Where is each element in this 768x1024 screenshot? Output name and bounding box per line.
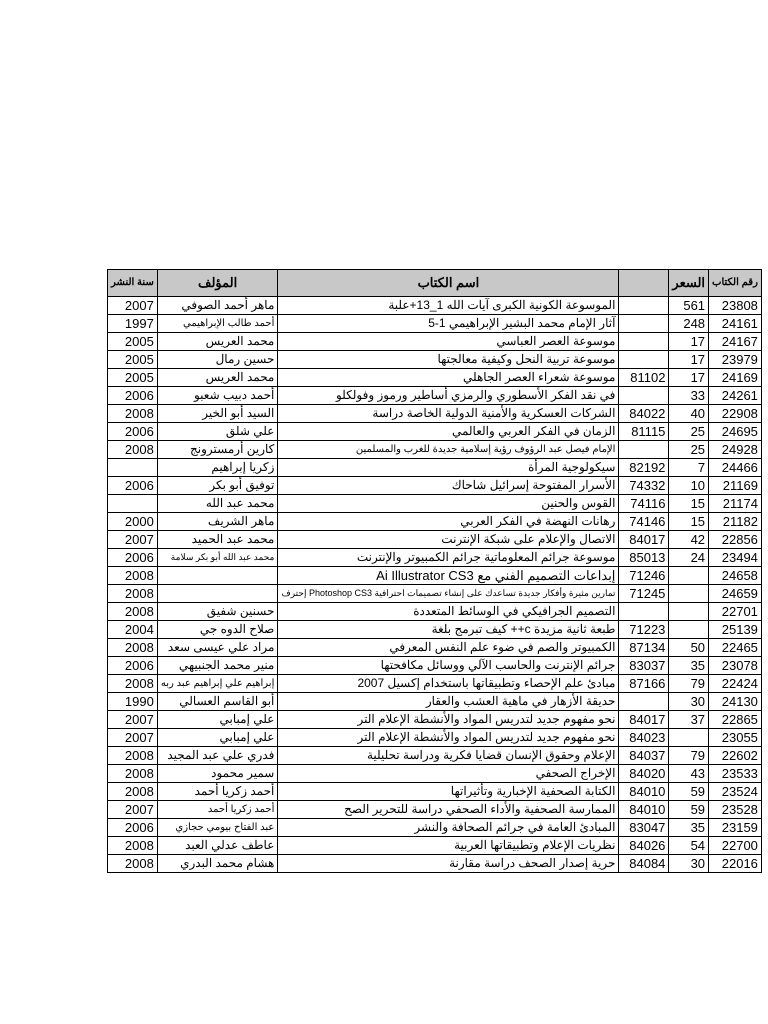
code-cell: 84017 [619, 531, 669, 549]
author-cell: أحمد طالب الإبراهيمي [157, 315, 278, 333]
year-cell: 2005 [108, 351, 158, 369]
book-id-cell: 24659 [709, 585, 762, 603]
code-cell [619, 441, 669, 459]
table-row [108, 801, 762, 819]
year-cell: 2006 [108, 387, 158, 405]
code-cell: 83037 [619, 657, 669, 675]
code-cell [619, 387, 669, 405]
year-cell: 2008 [108, 747, 158, 765]
author-cell: عاطف عدلي العبد [157, 837, 278, 855]
book-id-cell: 22865 [709, 711, 762, 729]
price-cell: 30 [669, 855, 709, 873]
author-cell: منير محمد الجنبيهي [157, 657, 278, 675]
table-row [108, 819, 762, 837]
price-cell: 43 [669, 765, 709, 783]
code-cell: 81115 [619, 423, 669, 441]
book-id-cell: 24658 [709, 567, 762, 585]
title-cell: الإعلام وحقوق الإنسان قضايا فكرية ودراسة تحليلية [278, 747, 619, 765]
table-row [108, 585, 762, 603]
price-cell: 37 [669, 711, 709, 729]
table-row [108, 783, 762, 801]
year-cell: 2008 [108, 675, 158, 693]
price-cell [669, 585, 709, 603]
book-id-cell: 22701 [709, 603, 762, 621]
code-cell: 84017 [619, 711, 669, 729]
price-cell: 50 [669, 639, 709, 657]
table-row [108, 675, 762, 693]
book-id-cell: 24695 [709, 423, 762, 441]
author-cell: عبد الفتاح بيومي حجازي [157, 819, 278, 837]
book-id-cell: 22424 [709, 675, 762, 693]
author-cell: حسين رمال [157, 351, 278, 369]
book-id-cell: 21169 [709, 477, 762, 495]
year-cell: 2006 [108, 477, 158, 495]
year-cell: 2008 [108, 567, 158, 585]
price-cell: 17 [669, 369, 709, 387]
price-cell: 25 [669, 423, 709, 441]
book-id-cell: 23078 [709, 657, 762, 675]
author-cell: إبراهيم علي إبراهيم عبد ربه [157, 675, 278, 693]
book-id-cell: 25139 [709, 621, 762, 639]
header-year: سنة النشر [108, 270, 158, 297]
book-id-cell: 23979 [709, 351, 762, 369]
price-cell: 248 [669, 315, 709, 333]
book-id-cell: 22908 [709, 405, 762, 423]
code-cell: 71246 [619, 567, 669, 585]
year-cell: 2000 [108, 513, 158, 531]
code-cell: 83047 [619, 819, 669, 837]
price-cell: 17 [669, 351, 709, 369]
table-row [108, 297, 762, 315]
author-cell: كارين أرمسترونج [157, 441, 278, 459]
year-cell: 2004 [108, 621, 158, 639]
price-cell: 561 [669, 297, 709, 315]
code-cell: 82192 [619, 459, 669, 477]
price-cell [669, 567, 709, 585]
code-cell: 84010 [619, 801, 669, 819]
code-cell: 84084 [619, 855, 669, 873]
author-cell: علي إمبابي [157, 729, 278, 747]
author-cell: محمد عبد الله أبو بكر سلامة [157, 549, 278, 567]
header-price: السعر [669, 270, 709, 297]
year-cell: 2006 [108, 423, 158, 441]
title-cell: حديقة الأزهار في ماهية العشب والعقار [278, 693, 619, 711]
year-cell: 1997 [108, 315, 158, 333]
header-title: اسم الكتاب [278, 270, 619, 297]
table-body [108, 297, 762, 873]
author-cell: هشام محمد البدري [157, 855, 278, 873]
book-id-cell: 22016 [709, 855, 762, 873]
title-cell: المبادئ العامة في جرائم الصحافة والنشر [278, 819, 619, 837]
title-cell: جرائم الإنترنت والحاسب الآلي ووسائل مكافحتها [278, 657, 619, 675]
book-id-cell: 22856 [709, 531, 762, 549]
title-cell: الاتصال والإعلام على شبكة الإنترنت [278, 531, 619, 549]
title-cell: الزمان في الفكر العربي والعالمي [278, 423, 619, 441]
author-cell: السيد أبو الخير [157, 405, 278, 423]
code-cell: 84022 [619, 405, 669, 423]
year-cell: 2007 [108, 711, 158, 729]
table-row [108, 315, 762, 333]
author-cell: علي إمبابي [157, 711, 278, 729]
author-cell: محمد العريس [157, 369, 278, 387]
year-cell [108, 495, 158, 513]
table-row [108, 495, 762, 513]
author-cell: ماهر الشريف [157, 513, 278, 531]
price-cell [669, 603, 709, 621]
price-cell: 79 [669, 675, 709, 693]
title-cell: موسوعة شعراء العصر الجاهلي [278, 369, 619, 387]
title-cell: في نقد الفكر الأسطوري والرمزي أساطير ورموز وفولكلو [278, 387, 619, 405]
title-cell: نظريات الإعلام وتطبيقاتها العربية [278, 837, 619, 855]
book-id-cell: 24161 [709, 315, 762, 333]
code-cell: 74116 [619, 495, 669, 513]
author-cell: سمير محمود [157, 765, 278, 783]
year-cell: 2008 [108, 603, 158, 621]
price-cell: 30 [669, 693, 709, 711]
author-cell: صلاح الدوه جي [157, 621, 278, 639]
table-row [108, 729, 762, 747]
table-row [108, 387, 762, 405]
table-row [108, 423, 762, 441]
year-cell: 2005 [108, 333, 158, 351]
title-cell: حرية إصدار الصحف دراسة مقارنة [278, 855, 619, 873]
table-row [108, 567, 762, 585]
year-cell: 2008 [108, 783, 158, 801]
year-cell: 2006 [108, 819, 158, 837]
title-cell: رهانات النهضة في الفكر العربي [278, 513, 619, 531]
price-cell: 17 [669, 333, 709, 351]
title-cell: القوس والحنين [278, 495, 619, 513]
price-cell: 24 [669, 549, 709, 567]
title-cell: نحو مفهوم جديد لتدريس المواد والأنشطة الإعلام التر [278, 729, 619, 747]
table-row [108, 441, 762, 459]
year-cell: 2007 [108, 297, 158, 315]
year-cell: 2008 [108, 639, 158, 657]
header-row [108, 270, 762, 297]
table-row [108, 333, 762, 351]
author-cell: ماهر أحمد الصوفي [157, 297, 278, 315]
price-cell [669, 729, 709, 747]
title-cell: الإمام فيصل عبد الرؤوف رؤية إسلامية جديدة للغرب والمسلمين [278, 441, 619, 459]
code-cell [619, 603, 669, 621]
code-cell: 84026 [619, 837, 669, 855]
title-cell: آثار الإمام محمد البشير الإبراهيمي 1-5 [278, 315, 619, 333]
year-cell: 2008 [108, 585, 158, 603]
author-cell: علي شلق [157, 423, 278, 441]
table-row [108, 549, 762, 567]
book-id-cell: 22602 [709, 747, 762, 765]
title-cell: نحو مفهوم جديد لتدريس المواد والأنشطة الإعلام التر [278, 711, 619, 729]
code-cell: 84023 [619, 729, 669, 747]
year-cell: 2008 [108, 441, 158, 459]
book-id-cell: 21182 [709, 513, 762, 531]
header-author: المؤلف [157, 270, 278, 297]
title-cell: إبداعات التصميم الفني مع Ai Illustrator CS3 [278, 567, 619, 585]
author-cell: محمد العريس [157, 333, 278, 351]
title-cell: موسوعة تربية النحل وكيفية معالجتها [278, 351, 619, 369]
author-cell: أحمد دبيب شعبو [157, 387, 278, 405]
year-cell: 2008 [108, 765, 158, 783]
table-row [108, 369, 762, 387]
price-cell: 54 [669, 837, 709, 855]
title-cell: سيكولوجية المرأة [278, 459, 619, 477]
code-cell [619, 333, 669, 351]
table-row [108, 657, 762, 675]
code-cell: 71223 [619, 621, 669, 639]
book-id-cell: 23159 [709, 819, 762, 837]
book-id-cell: 21174 [709, 495, 762, 513]
author-cell: زكريا إبراهيم [157, 459, 278, 477]
title-cell: الممارسة الصحفية والأداء الصحفي دراسة للتحرير الصح [278, 801, 619, 819]
price-cell: 25 [669, 441, 709, 459]
code-cell: 84010 [619, 783, 669, 801]
table-row [108, 711, 762, 729]
book-id-cell: 24928 [709, 441, 762, 459]
book-id-cell: 23494 [709, 549, 762, 567]
code-cell [619, 693, 669, 711]
code-cell: 87166 [619, 675, 669, 693]
table-row [108, 531, 762, 549]
code-cell: 84020 [619, 765, 669, 783]
title-cell: موسوعة العصر العباسي [278, 333, 619, 351]
book-id-cell: 22465 [709, 639, 762, 657]
code-cell: 85013 [619, 549, 669, 567]
book-id-cell: 24130 [709, 693, 762, 711]
author-cell: أحمد زكريا أحمد [157, 783, 278, 801]
year-cell [108, 459, 158, 477]
author-cell [157, 585, 278, 603]
table-row [108, 639, 762, 657]
book-id-cell: 23808 [709, 297, 762, 315]
price-cell: 79 [669, 747, 709, 765]
code-cell: 74146 [619, 513, 669, 531]
book-id-cell: 23533 [709, 765, 762, 783]
title-cell: الإخراج الصحفي [278, 765, 619, 783]
title-cell: الموسوعة الكونية الكبرى آيات الله 1_13+علبة [278, 297, 619, 315]
price-cell: 40 [669, 405, 709, 423]
price-cell: 15 [669, 495, 709, 513]
year-cell: 2008 [108, 837, 158, 855]
book-id-cell: 24169 [709, 369, 762, 387]
table-row [108, 747, 762, 765]
table-row [108, 855, 762, 873]
year-cell: 2007 [108, 729, 158, 747]
year-cell: 2007 [108, 801, 158, 819]
table-row [108, 459, 762, 477]
code-cell: 81102 [619, 369, 669, 387]
price-cell: 35 [669, 657, 709, 675]
table-row [108, 513, 762, 531]
title-cell: مبادئ علم الإحصاء وتطبيقاتها باستخدام إكسيل 2007 [278, 675, 619, 693]
price-cell: 10 [669, 477, 709, 495]
book-id-cell: 24466 [709, 459, 762, 477]
price-cell [669, 621, 709, 639]
code-cell: 84037 [619, 747, 669, 765]
author-cell [157, 567, 278, 585]
title-cell: الأسرار المفتوحة إسرائيل شاحاك [278, 477, 619, 495]
table-row [108, 405, 762, 423]
book-id-cell: 22700 [709, 837, 762, 855]
year-cell: 2008 [108, 855, 158, 873]
author-cell: محمد عبد الحميد [157, 531, 278, 549]
author-cell: توفيق أبو بكر [157, 477, 278, 495]
year-cell: 1990 [108, 693, 158, 711]
year-cell: 2007 [108, 531, 158, 549]
header-id: رقم الكتاب [709, 270, 762, 297]
price-cell: 35 [669, 819, 709, 837]
book-id-cell: 23524 [709, 783, 762, 801]
price-cell: 59 [669, 801, 709, 819]
books-table [107, 269, 762, 873]
title-cell: تمارين مثيرة وأفكار جديدة تساعدك على إنشاء تصميمات احترافية Photoshop CS3 إحترف [278, 585, 619, 603]
author-cell: مراد علي عيسى سعد [157, 639, 278, 657]
author-cell: محمد عبد الله [157, 495, 278, 513]
author-cell: فدري علي عبد المجيد [157, 747, 278, 765]
table-row [108, 837, 762, 855]
code-cell: 87134 [619, 639, 669, 657]
code-cell: 71245 [619, 585, 669, 603]
table-row [108, 603, 762, 621]
book-id-cell: 24167 [709, 333, 762, 351]
book-id-cell: 23055 [709, 729, 762, 747]
author-cell: أحمد زكريا أحمد [157, 801, 278, 819]
year-cell: 2006 [108, 657, 158, 675]
price-cell: 7 [669, 459, 709, 477]
table-row [108, 351, 762, 369]
title-cell: موسوعة جرائم المعلوماتية جرائم الكمبيوتر والإنترنت [278, 549, 619, 567]
table-row [108, 621, 762, 639]
table-row [108, 765, 762, 783]
price-cell: 15 [669, 513, 709, 531]
author-cell: حسنين شفيق [157, 603, 278, 621]
code-cell [619, 297, 669, 315]
book-id-cell: 24261 [709, 387, 762, 405]
price-cell: 59 [669, 783, 709, 801]
table-row [108, 693, 762, 711]
header-code [619, 270, 669, 297]
author-cell: أبو القاسم العسالي [157, 693, 278, 711]
table-row [108, 477, 762, 495]
year-cell: 2005 [108, 369, 158, 387]
price-cell: 42 [669, 531, 709, 549]
code-cell: 74332 [619, 477, 669, 495]
year-cell: 2006 [108, 549, 158, 567]
title-cell: طبعة ثانية مزيدة c++ كيف تبرمج بلغة [278, 621, 619, 639]
title-cell: الكمبيوتر والصم في ضوء علم النفس المعرفي [278, 639, 619, 657]
book-id-cell: 23528 [709, 801, 762, 819]
title-cell: الكتابة الصحفية الإخبارية وتأثيراتها [278, 783, 619, 801]
price-cell: 33 [669, 387, 709, 405]
year-cell: 2008 [108, 405, 158, 423]
title-cell: الشركات العسكرية والأمنية الدولية الخاصة دراسة [278, 405, 619, 423]
code-cell [619, 351, 669, 369]
code-cell [619, 315, 669, 333]
title-cell: التصميم الجرافيكي في الوسائط المتعددة [278, 603, 619, 621]
